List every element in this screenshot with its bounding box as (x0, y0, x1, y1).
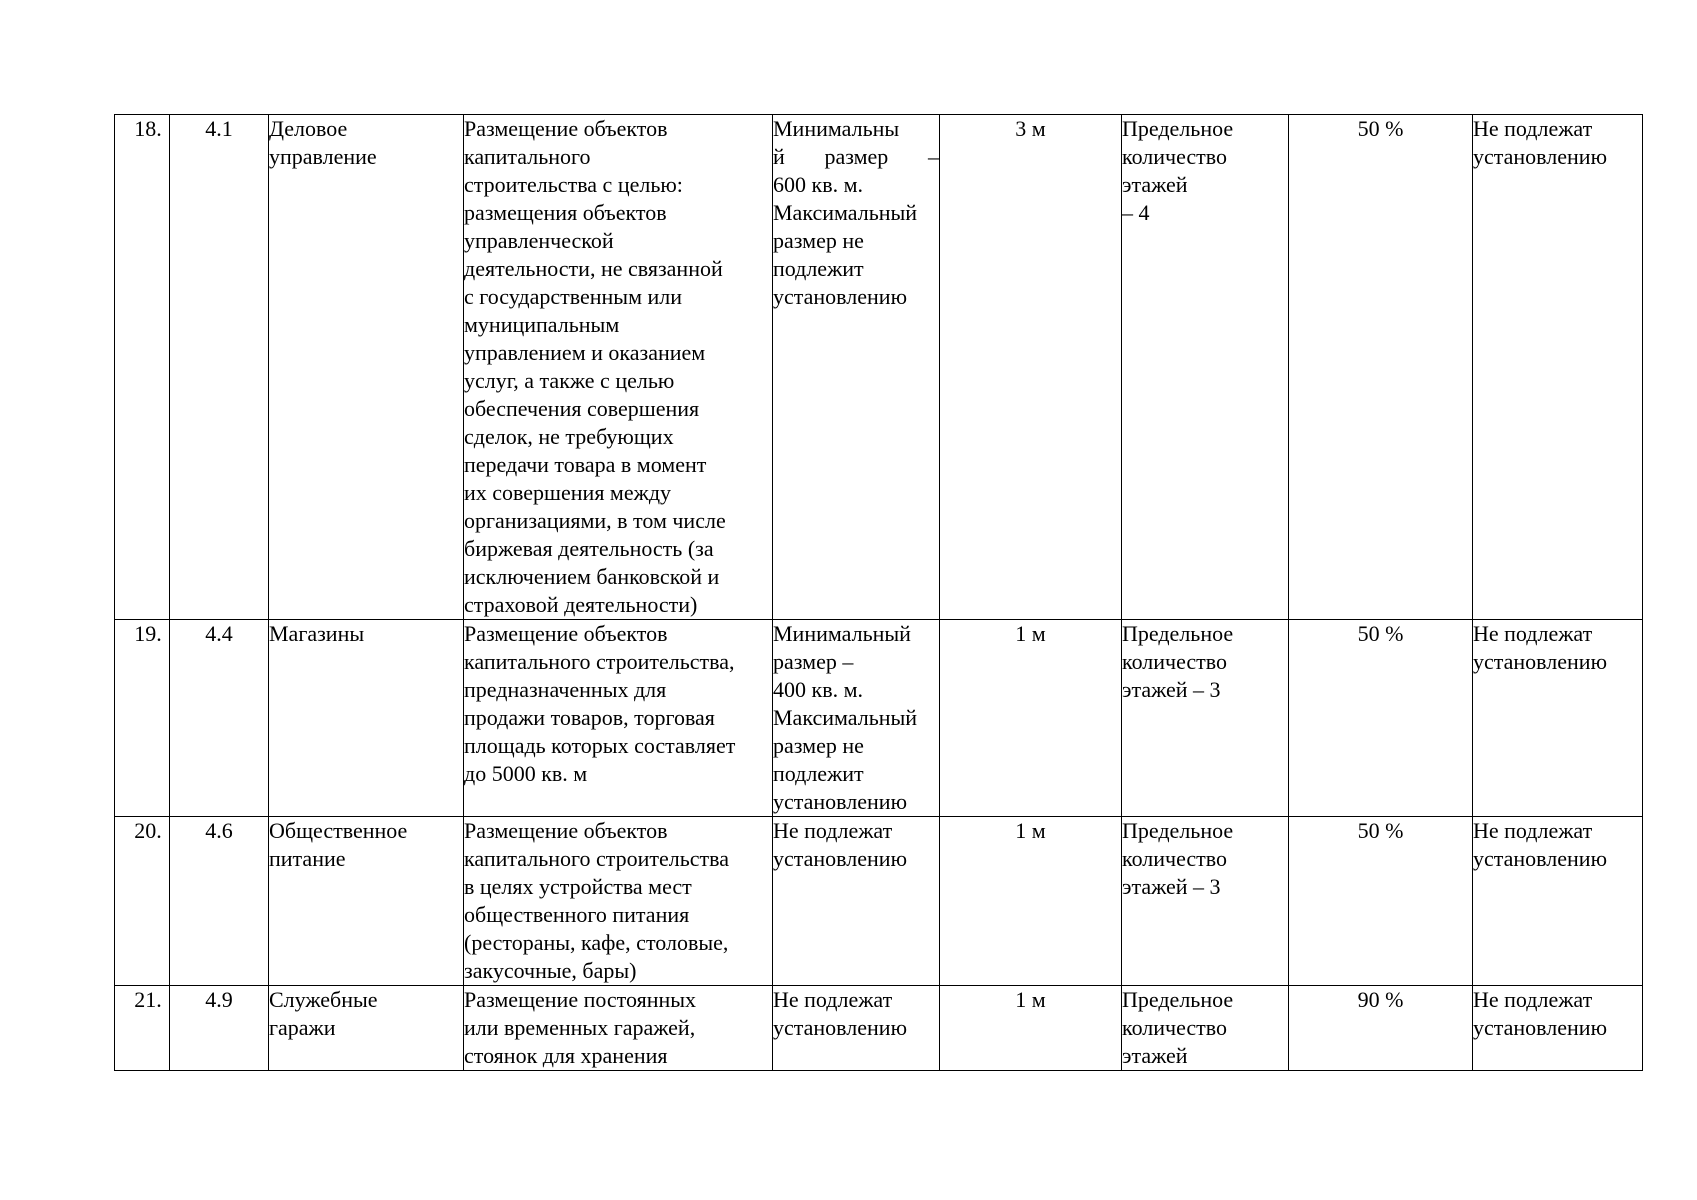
cell-line: продажи товаров, торговая (464, 705, 715, 730)
cell-line: подлежит (773, 761, 864, 786)
cell-line: Размещение объектов (464, 818, 668, 843)
cell-line: Магазины (269, 621, 365, 646)
cell-line: Размещение объектов (464, 116, 668, 141)
cell-line: Не подлежат (773, 987, 893, 1012)
cell-line: сделок, не требующих (464, 424, 674, 449)
cell-line: с государственным или (464, 284, 683, 309)
cell-line: количество (1122, 649, 1228, 674)
cell-line: исключением банковской и (464, 564, 720, 589)
cell-line: размер не (773, 733, 864, 758)
row-number-cell (115, 115, 170, 620)
plot-area-cell (773, 817, 940, 986)
cell-line: Общественное (269, 818, 408, 843)
row-number-cell (115, 986, 170, 1071)
use-name-cell (269, 817, 464, 986)
use-code-cell (170, 986, 269, 1071)
use-code-cell (170, 817, 269, 986)
cell-line: до 5000 кв. м (464, 761, 588, 786)
cell-line: в целях устройства мест (464, 874, 692, 899)
cell-line: Предельное (1122, 818, 1234, 843)
cell-line: общественного питания (464, 902, 690, 927)
cell-line: Минимальны (773, 116, 900, 141)
row-number-cell (115, 817, 170, 986)
cell-line: площадь которых составляет (464, 733, 736, 758)
cell-line: передачи товара в момент (464, 452, 707, 477)
cell-line: установлению (1473, 1015, 1608, 1040)
cell-line: Служебные (269, 987, 378, 1012)
use-code-cell (170, 115, 269, 620)
cell-text: 19. (134, 621, 162, 646)
cell-line: Не подлежат (1473, 987, 1593, 1012)
use-description-cell (464, 986, 773, 1071)
cell-line: Деловое (269, 116, 348, 141)
cell-line: размер – (773, 649, 854, 674)
cell-line: установлению (773, 846, 908, 871)
use-description-cell (464, 817, 773, 986)
cell-line: этажей (1122, 172, 1188, 197)
cell-line: количество (1122, 846, 1228, 871)
cell-text: 90 % (1357, 987, 1404, 1012)
cell-line: установлению (1473, 649, 1608, 674)
cell-text: 1 м (1015, 621, 1046, 646)
cell-line: Не подлежат (773, 818, 893, 843)
cell-line: размер не (773, 228, 864, 253)
cell-text: 4.9 (205, 987, 233, 1012)
cell-line: Максимальный (773, 705, 918, 730)
setback-cell (940, 986, 1122, 1071)
cell-line: установлению (773, 284, 908, 309)
cell-line: закусочные, бары) (464, 958, 637, 983)
setback-cell (940, 620, 1122, 817)
row-number-cell (115, 620, 170, 817)
use-description-cell (464, 115, 773, 620)
cell-line: й размер – (773, 144, 939, 169)
plot-area-cell (773, 986, 940, 1071)
cell-line: этажей – 3 (1122, 677, 1221, 702)
cell-text: 3 м (1015, 116, 1046, 141)
cell-line: установлению (1473, 144, 1608, 169)
cell-line: строительства с целью: (464, 172, 683, 197)
plot-area-cell (773, 115, 940, 620)
cell-line: – 4 (1122, 200, 1150, 225)
cell-text: 1 м (1015, 818, 1046, 843)
cell-line: Предельное (1122, 987, 1234, 1012)
cell-text: 21. (134, 987, 162, 1012)
table-row (115, 986, 1643, 1071)
cell-text: 50 % (1357, 116, 1404, 141)
cell-line: установлению (1473, 846, 1608, 871)
cell-line: Размещение постоянных (464, 987, 697, 1012)
setback-cell (940, 115, 1122, 620)
cell-line: биржевая деятельность (за (464, 536, 714, 561)
floors-limit-cell (1122, 620, 1289, 817)
cell-line: гаражи (269, 1015, 336, 1040)
cell-line: управление (269, 144, 377, 169)
cell-text: 20. (134, 818, 162, 843)
cell-line: 600 кв. м. (773, 172, 863, 197)
other-params-cell (1473, 115, 1643, 620)
cell-text: 18. (134, 116, 162, 141)
coverage-percent-cell (1289, 986, 1473, 1071)
zoning-table (114, 114, 1643, 1071)
plot-area-cell (773, 620, 940, 817)
use-code-cell (170, 620, 269, 817)
other-params-cell (1473, 986, 1643, 1071)
setback-cell (940, 817, 1122, 986)
cell-line: количество (1122, 144, 1228, 169)
cell-line: 400 кв. м. (773, 677, 863, 702)
cell-line: или временных гаражей, (464, 1015, 696, 1040)
cell-line: Не подлежат (1473, 621, 1593, 646)
cell-line: предназначенных для (464, 677, 667, 702)
cell-line: услуг, а также с целью (464, 368, 675, 393)
cell-line: капитального (464, 144, 591, 169)
cell-line: деятельности, не связанной (464, 256, 723, 281)
cell-line: организациями, в том числе (464, 508, 726, 533)
coverage-percent-cell (1289, 817, 1473, 986)
cell-line: их совершения между (464, 480, 672, 505)
table-body (115, 115, 1643, 1071)
cell-line: количество (1122, 1015, 1228, 1040)
cell-line: капитального строительства, (464, 649, 735, 674)
coverage-percent-cell (1289, 115, 1473, 620)
cell-line: питание (269, 846, 346, 871)
cell-text: 4.6 (205, 818, 233, 843)
cell-text: 4.1 (205, 116, 233, 141)
cell-line: размещения объектов (464, 200, 667, 225)
cell-line: установлению (773, 789, 908, 814)
use-name-cell (269, 986, 464, 1071)
other-params-cell (1473, 817, 1643, 986)
cell-line: капитального строительства (464, 846, 730, 871)
cell-line: Размещение объектов (464, 621, 668, 646)
cell-line: Не подлежат (1473, 818, 1593, 843)
cell-line: управленческой (464, 228, 614, 253)
use-name-cell (269, 620, 464, 817)
cell-text: 50 % (1357, 621, 1404, 646)
cell-line: Максимальный (773, 200, 918, 225)
cell-line: (рестораны, кафе, столовые, (464, 930, 729, 955)
cell-line: муниципальным (464, 312, 620, 337)
floors-limit-cell (1122, 115, 1289, 620)
cell-line: этажей (1122, 1043, 1188, 1068)
floors-limit-cell (1122, 986, 1289, 1071)
cell-text: 4.4 (205, 621, 233, 646)
cell-text: 1 м (1015, 987, 1046, 1012)
cell-line: Не подлежат (1473, 116, 1593, 141)
cell-line: стоянок для хранения (464, 1043, 668, 1068)
use-name-cell (269, 115, 464, 620)
cell-line: управлением и оказанием (464, 340, 706, 365)
other-params-cell (1473, 620, 1643, 817)
coverage-percent-cell (1289, 620, 1473, 817)
table-row (115, 115, 1643, 620)
cell-line: Предельное (1122, 116, 1234, 141)
cell-line: подлежит (773, 256, 864, 281)
cell-line: Предельное (1122, 621, 1234, 646)
table-row (115, 817, 1643, 986)
cell-line: установлению (773, 1015, 908, 1040)
use-description-cell (464, 620, 773, 817)
cell-line: обеспечения совершения (464, 396, 700, 421)
table-row (115, 620, 1643, 817)
cell-line: этажей – 3 (1122, 874, 1221, 899)
cell-line: страховой деятельности) (464, 592, 698, 617)
floors-limit-cell (1122, 817, 1289, 986)
cell-line: Минимальный (773, 621, 911, 646)
cell-text: 50 % (1357, 818, 1404, 843)
